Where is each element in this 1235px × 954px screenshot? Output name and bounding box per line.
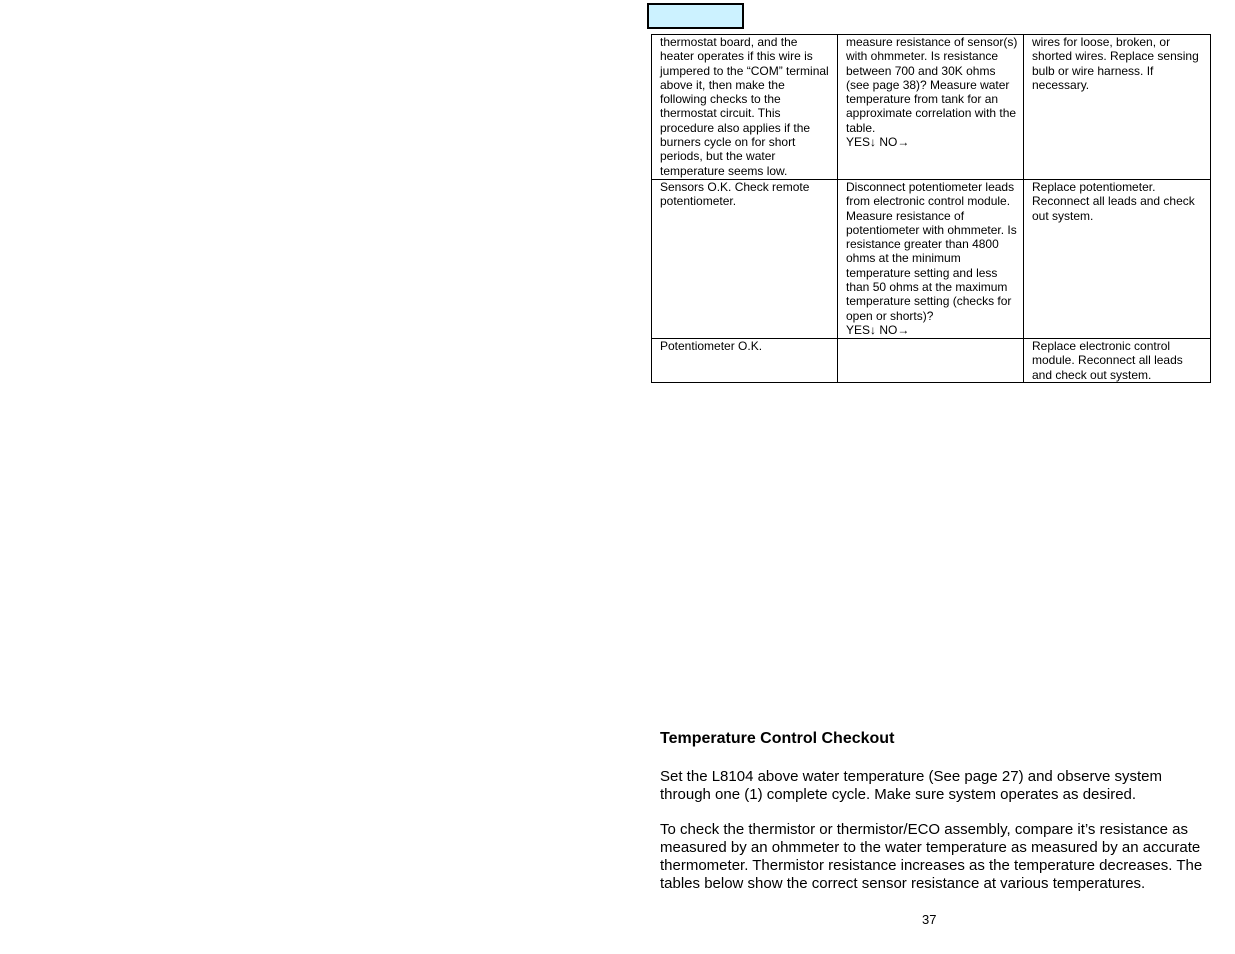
condition-cell: thermostat board, and the heater operates if this wire is jumpered to the “COM” terminal above it, then make the following checks to the thermostat circuit. This procedure also applies if the burners cycle on for short periods, but the water temperature seems low. [652,35,838,180]
checkout-paragraph: Set the L8104 above water temperature (See page 27) and observe system through one (1) complete cycle. Make sure system operates as desired. [660,768,1162,803]
page-number: 37 [922,912,937,927]
check-cell [838,339,1024,383]
thermistor-paragraph: To check the thermistor or thermistor/ECO assembly, compare it’s resistance as measured by an ohmmeter to the water temperature as measured by an accurate thermometer. Thermistor resistance increases as the temperature decreases. The tables below show the correct sensor resistance at various temperatures. [660,821,1203,892]
remedy-cell: Replace electronic control module. Reconnect all leads and check out system. [1024,339,1211,383]
check-cell: measure resistance of sensor(s) with ohmmeter. Is resistance between 700 and 30K ohms (see page 38)? Measure water temperature from tank for an approximate correlation with the table. YES↓ NO→ [838,35,1024,180]
condition-cell: Sensors O.K. Check remote potentiometer. [652,180,838,339]
table-row [652,180,1211,339]
check-cell: Disconnect potentiometer leads from electronic control module. Measure resistance of potentiometer with ohmmeter. Is resistance greater than 4800 ohms at the minimum temperature setting and less than 50 ohms at the maximum temperature setting (checks for open or shorts)? YES↓ NO→ [838,180,1024,339]
table-row [652,339,1211,383]
table-row [652,35,1211,180]
remedy-cell: wires for loose, broken, or shorted wires. Replace sensing bulb or wire harness. If necessary. [1024,35,1211,180]
section-tab-marker [647,3,744,29]
section-heading: Temperature Control Checkout [660,730,895,747]
remedy-cell: Replace potentiometer. Reconnect all leads and check out system. [1024,180,1211,339]
troubleshooting-table [651,34,1211,383]
condition-cell: Potentiometer O.K. [652,339,838,383]
